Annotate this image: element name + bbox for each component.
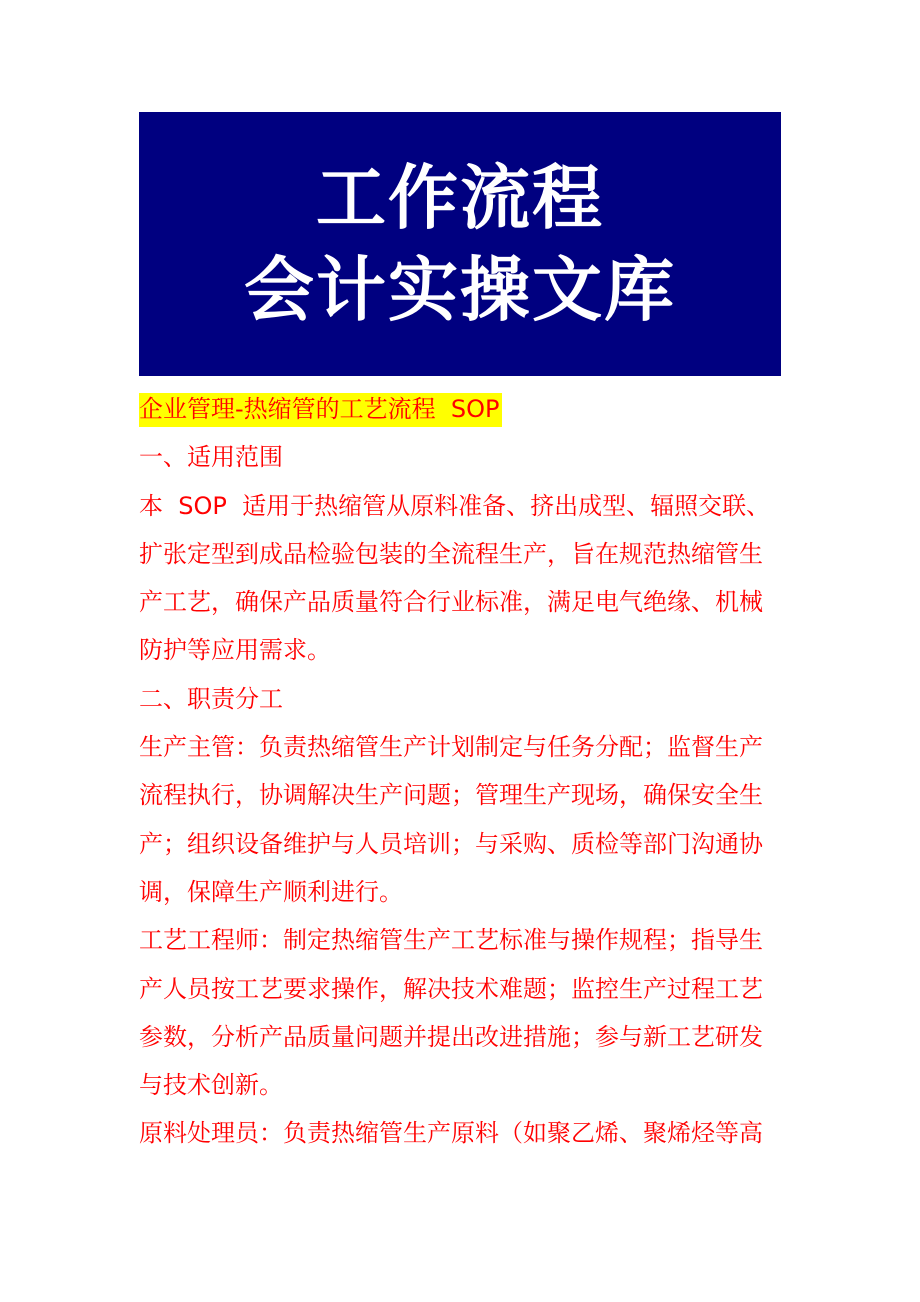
paragraph-line: 产工艺，确保产品质量符合行业标准，满足电气绝缘、机械 (139, 588, 763, 617)
paragraph-line: 与技术创新。 (139, 1071, 283, 1100)
paragraph-line: 生产主管：负责热缩管生产计划制定与任务分配；监督生产 (139, 733, 763, 762)
document-title (139, 385, 789, 433)
paragraph-line: 参数，分析产品质量问题并提出改进措施；参与新工艺研发 (139, 1022, 763, 1051)
paragraph-line: 流程执行，协调解决生产问题；管理生产现场，确保安全生 (139, 781, 763, 810)
paragraph-line: 工艺工程师：制定热缩管生产工艺标准与操作规程；指导生 (139, 926, 763, 955)
banner-title-line-2: 会计实操文库 (244, 249, 676, 331)
document-title-text: 企业管理-热缩管的工艺流程 SOP (139, 393, 502, 427)
paragraph-line: 调，保障生产顺利进行。 (139, 877, 403, 906)
paragraph-line: 产；组织设备维护与人员培训；与采购、质检等部门沟通协 (139, 829, 763, 858)
section-heading-scope: 一、适用范围 (139, 443, 283, 472)
header-banner (139, 112, 781, 376)
banner-title-line-1: 工作流程 (316, 157, 604, 239)
paragraph-line: 本 SOP 适用于热缩管从原料准备、挤出成型、辐照交联、 (139, 491, 771, 520)
paragraph-line: 防护等应用需求。 (139, 636, 331, 665)
section-heading-duties: 二、职责分工 (139, 684, 283, 713)
paragraph-line: 产人员按工艺要求操作，解决技术难题；监控生产过程工艺 (139, 974, 763, 1003)
paragraph-line: 扩张定型到成品检验包装的全流程生产，旨在规范热缩管生 (139, 539, 763, 568)
document-body (139, 385, 789, 1158)
paragraph-line: 原料处理员：负责热缩管生产原料（如聚乙烯、聚烯烃等高 (139, 1119, 763, 1148)
